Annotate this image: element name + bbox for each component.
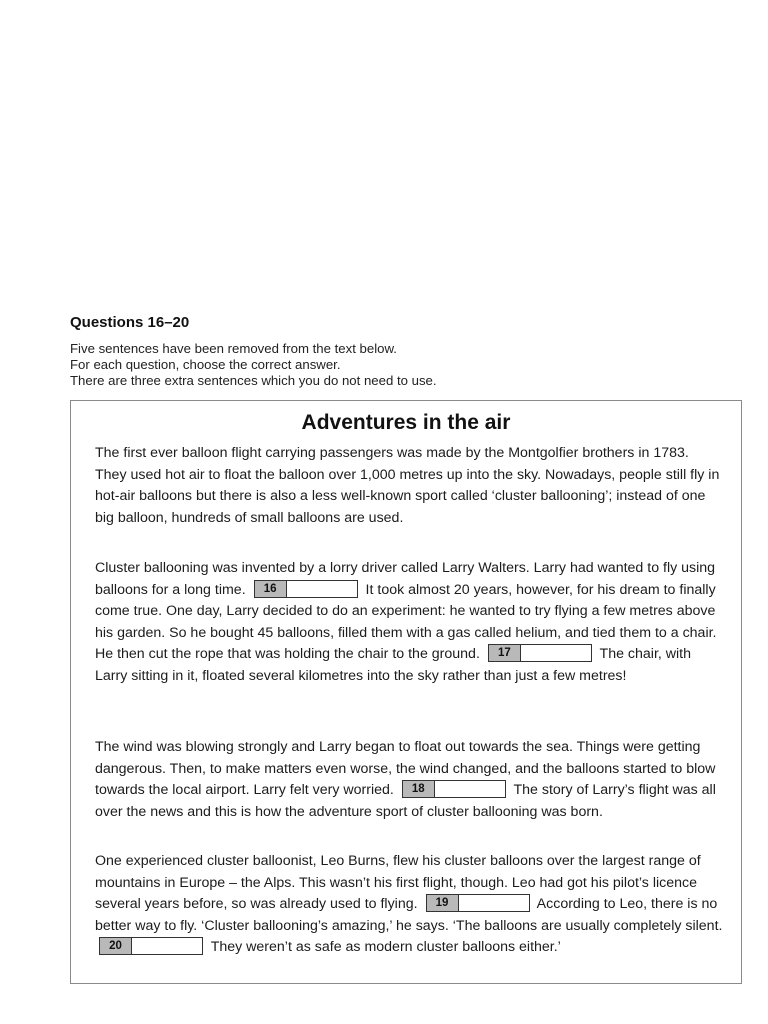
paragraph-text: Cluster ballooning was invented by a lorry driver called Larry Walters. Larry had wanted to fly using balloons for a long time. <box>95 560 716 598</box>
paragraph-text: The story of Larry’s flight was all over the news and this is how the adventure sport of cluster ballooning was born. <box>95 782 716 820</box>
gap-number: 18 <box>403 781 435 797</box>
gap-number: 19 <box>427 895 459 911</box>
paragraph-2 <box>95 558 723 687</box>
gap-number: 20 <box>100 938 132 954</box>
paragraph-text: One experienced cluster balloonist, Leo Burns, flew his cluster balloons over the largest range of mountains in Europe – the Alps. This wasn’t his first flight, though. Leo had got his pilot’s licence several years before, so was already used to flying. <box>95 853 701 912</box>
questions-heading: Questions 16–20 <box>70 314 190 331</box>
passage-title: Adventures in the air <box>301 411 511 434</box>
paragraph-text: The first ever balloon flight carrying passengers was made by the Montgolfier brothers in 1783. They used hot air to float the balloon over 1,000 metres up into the sky. Nowadays, people still fly in hot-air balloons but there is also a less well-known sport called ‘cluster ballooning’; instead of one big balloon, hundreds of small balloons are used. <box>95 445 720 526</box>
passage-box <box>70 400 742 984</box>
answer-gap-17[interactable] <box>488 644 592 662</box>
paragraph-text: It took almost 20 years, however, for his dream to finally come true. One day, Larry decided to do an experiment: he wanted to try flying a few metres above his garden. So he bought 45 balloons, filled them with a gas called helium, and tied them to a chair. He then cut the rope that was holding the chair to the ground. <box>95 581 717 662</box>
instruction-line: For each question, choose the correct answer. <box>70 357 341 372</box>
paragraph-3 <box>95 737 723 823</box>
paragraph-4 <box>95 851 723 959</box>
answer-gap-18[interactable] <box>402 780 506 798</box>
instruction-line: Five sentences have been removed from the text below. <box>70 341 397 356</box>
answer-gap-20[interactable] <box>99 937 203 955</box>
paragraph-text: They weren’t as safe as modern cluster balloons either.’ <box>210 939 561 955</box>
paragraph-text: According to Leo, there is no better way to fly. ‘Cluster ballooning’s amazing,’ he says. ‘The balloons are usually completely silent. <box>95 896 723 934</box>
answer-gap-16[interactable] <box>254 580 358 598</box>
gap-number: 16 <box>255 581 287 597</box>
paragraph-text: The wind was blowing strongly and Larry began to float out towards the sea. Things were getting dangerous. Then, to make matters even worse, the wind changed, and the balloons started to blow towards the local airport. Larry felt very worried. <box>95 739 716 798</box>
instruction-line: There are three extra sentences which you do not need to use. <box>70 373 437 388</box>
instructions <box>70 341 590 389</box>
paragraph-text: The chair, with Larry sitting in it, floated several kilometres into the sky rather than just a few metres! <box>95 646 692 684</box>
answer-gap-19[interactable] <box>426 894 530 912</box>
gap-number: 17 <box>489 645 521 661</box>
paragraph-1 <box>95 443 723 529</box>
